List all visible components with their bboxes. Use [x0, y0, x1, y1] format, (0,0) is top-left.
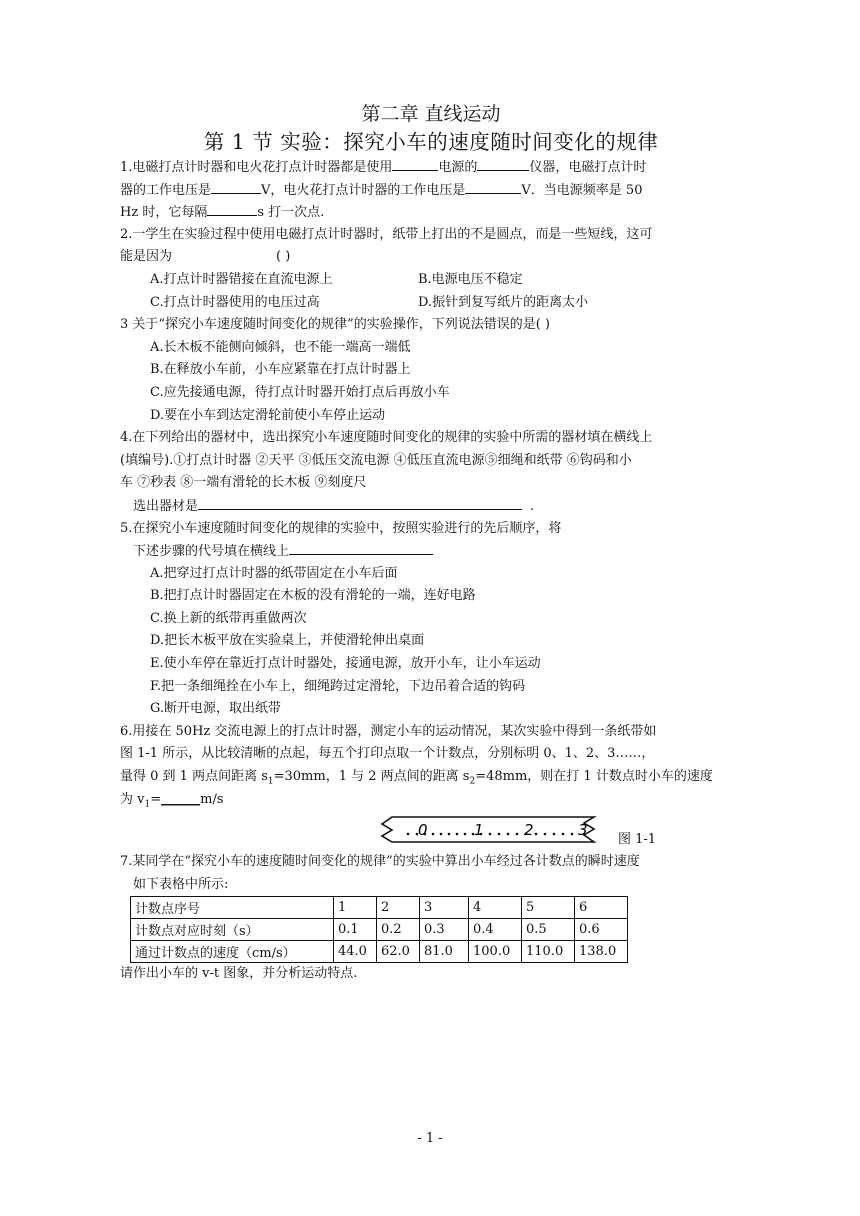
table-cell: 4 — [469, 897, 522, 919]
section-title: 第 1 节 实验：探究小车的速度随时间变化的规律 — [203, 130, 659, 154]
q2-option-c: C.打点计时器使用的电压过高 — [150, 294, 320, 310]
q3-option-d: D.要在小车到达定滑轮前使小车停止运动 — [150, 407, 386, 423]
q5-answer-blank[interactable] — [289, 540, 433, 555]
table-cell: 2 — [377, 897, 420, 919]
q3-option-a: A.长木板不能侧向倾斜，也不能一端高一端低 — [150, 339, 411, 355]
q6-text: =30mm，1 与 2 两点间的距离 s — [273, 769, 470, 785]
table-cell: 0.1 — [334, 919, 377, 941]
q1-text: V，电火花打点计时器的工作电压是 — [261, 182, 466, 198]
q1-blank-3[interactable] — [211, 179, 261, 194]
q2-text: 能是因为 — [120, 249, 173, 265]
q5-text: 下述步骤的代号填在横线上 — [133, 544, 290, 560]
q1-line-2 — [120, 179, 742, 202]
q6-subscript: 1 — [144, 799, 151, 810]
q7-line-1: 7.某同学在“探究小车的速度随时间变化的规律”的实验中算出小车经过各计数点的瞬时速度 — [120, 854, 640, 870]
table-cell: 0.5 — [522, 919, 575, 941]
q1-text: 1.电磁打点计时器和电火花打点计时器都是使用 — [120, 160, 393, 175]
q6-subscript: 1 — [267, 776, 274, 787]
q1-text: s 打一次点. — [257, 205, 325, 221]
q6-text: =48mm，则在打 1 计数点时小车的速度 — [475, 769, 713, 785]
table-cell: 81.0 — [420, 941, 469, 963]
q5-step-b: B.把打点计时器固定在木板的没有滑轮的一端，连好电路 — [150, 588, 476, 604]
q5-step-a: A.把穿过打点计时器的纸带固定在小车后面 — [150, 565, 398, 581]
chapter-title: 第二章 直线运动 — [361, 103, 501, 125]
q1-blank-4[interactable] — [465, 179, 521, 194]
table-cell: 100.0 — [469, 941, 522, 963]
q3-option-b: B.在释放小车前，小车应紧靠在打点计时器上 — [150, 362, 411, 378]
table-row — [131, 941, 628, 963]
tape-label-0: 0 — [418, 821, 428, 840]
worksheet-page — [120, 100, 742, 986]
table-cell: 138.0 — [575, 941, 628, 963]
table-cell: 44.0 — [334, 941, 377, 963]
q1-text: 仪器，电磁打点计时 — [529, 160, 647, 175]
q5-step-c: C.换上新的纸带再重做两次 — [150, 610, 307, 626]
table-cell: 0.2 — [377, 919, 420, 941]
q2-stem-2 — [120, 246, 742, 269]
table-cell: 计数点对应时刻（s） — [131, 919, 334, 941]
q4-end-period: . — [530, 498, 535, 514]
q4-line-2: (填编号).①打点计时器 ②天平 ③低压交流电源 ④低压直流电源⑤细绳和纸带 ⑥钩码和小 — [120, 452, 632, 468]
q1-blank-2[interactable] — [477, 156, 529, 171]
q3-option-c: C.应先接通电源，待打点计时器开始打点后再放小车 — [150, 384, 450, 400]
table-cell: 1 — [334, 897, 377, 919]
q1-line-3 — [120, 201, 742, 224]
q1-text: V．当电源频率是 50 — [521, 182, 643, 198]
q5-step-g: G.断开电源，取出纸带 — [150, 701, 282, 717]
q4-answer-blank[interactable] — [198, 495, 522, 510]
q7-line-2: 如下表格中所示: — [133, 876, 229, 892]
q6-text: 量得 0 到 1 两点间距离 s — [120, 769, 268, 785]
q6-text: m/s — [200, 791, 224, 807]
q6-line-3 — [120, 766, 742, 789]
table-cell: 6 — [575, 897, 628, 919]
q6-line-2: 图 1-1 所示，从比较清晰的点起，每五个打印点取一个计数点，分别标明 0、1、2、3……， — [120, 746, 655, 762]
table-row — [131, 919, 628, 941]
q5-step-e: E.使小车停在靠近打点计时器处，接通电源，放开小车，让小车运动 — [150, 656, 541, 672]
table-row — [131, 897, 628, 919]
table-cell: 3 — [420, 897, 469, 919]
q2-options-cd — [120, 292, 742, 315]
q1-text: 电源的 — [438, 160, 478, 175]
q6-line-4 — [120, 789, 742, 812]
table-cell: 0.4 — [469, 919, 522, 941]
q4-line-1: 4.在下列给出的器材中，选出探究小车速度随时间变化的规律的实验中所需的器材填在横线上 — [120, 430, 653, 446]
q3-stem: 3 关于“探究小车速度随时间变化的规律”的实验操作，下列说法错误的是( ) — [120, 317, 550, 333]
q4-line-4 — [120, 495, 742, 518]
q5-line-1: 5.在探究小车速度随时间变化的规律的实验中，按照实验进行的先后顺序，将 — [120, 520, 562, 536]
figure-1-1 — [120, 813, 742, 851]
q7-after: 请作出小车的 v-t 图象，并分析运动特点. — [120, 966, 358, 982]
table-cell: 5 — [522, 897, 575, 919]
q6-text: 为 v — [120, 791, 145, 807]
q2-option-a: A.打点计时器错接在直流电源上 — [150, 271, 333, 287]
table-cell: 110.0 — [522, 941, 575, 963]
figure-caption: 图 1-1 — [618, 832, 657, 848]
velocity-table — [130, 896, 628, 963]
q2-stem-1: 2.一学生在实验过程中使用电磁打点计时器时，纸带上打出的不是圆点，而是一些短线，这可 — [120, 226, 653, 242]
q6-answer-blank[interactable]: ______ — [161, 791, 201, 807]
q1-line-1 — [120, 156, 742, 179]
q4-line-3: 车 ⑦秒表 ⑧一端有滑轮的长木板 ⑨刻度尺 — [120, 475, 367, 491]
q2-option-d: D.振针到复写纸片的距离太小 — [418, 294, 589, 310]
tape-dots — [407, 833, 574, 836]
q6-subscript: 2 — [469, 776, 476, 787]
tape-label-2: 2 — [524, 821, 534, 840]
table-cell: 62.0 — [377, 941, 420, 963]
q1-blank-5[interactable] — [207, 201, 257, 216]
tape-label-1: 1 — [474, 821, 484, 840]
table-cell: 0.6 — [575, 919, 628, 941]
page-number: - 1 - — [417, 1131, 443, 1146]
table-cell: 0.3 — [420, 919, 469, 941]
q5-line-2 — [120, 540, 742, 563]
table-cell: 通过计数点的速度（cm/s） — [131, 941, 334, 963]
q1-text: 器的工作电压是 — [120, 182, 212, 198]
q2-answer-paren[interactable]: ( ) — [276, 249, 291, 265]
q4-text: 选出器材是 — [133, 498, 199, 514]
q6-line-1: 6.用接在 50Hz 交流电源上的打点计时器，测定小车的运动情况，某次实验中得到一条纸带如 — [120, 723, 657, 739]
q5-step-f: F.把一条细绳拴在小车上，细绳跨过定滑轮，下边吊着合适的钩码 — [150, 678, 526, 694]
q6-text: = — [150, 791, 162, 807]
q1-blank-1[interactable] — [392, 156, 438, 171]
q2-option-b: B.电源电压不稳定 — [418, 271, 523, 287]
q1-text: Hz 时，它每隔 — [120, 205, 208, 221]
paper-tape-figure — [378, 813, 600, 847]
table-cell: 计数点序号 — [131, 897, 334, 919]
q2-options-ab — [120, 269, 742, 292]
tape-label-3: 3 — [578, 821, 588, 840]
q5-step-d: D.把长木板平放在实验桌上，并使滑轮伸出桌面 — [150, 633, 425, 649]
